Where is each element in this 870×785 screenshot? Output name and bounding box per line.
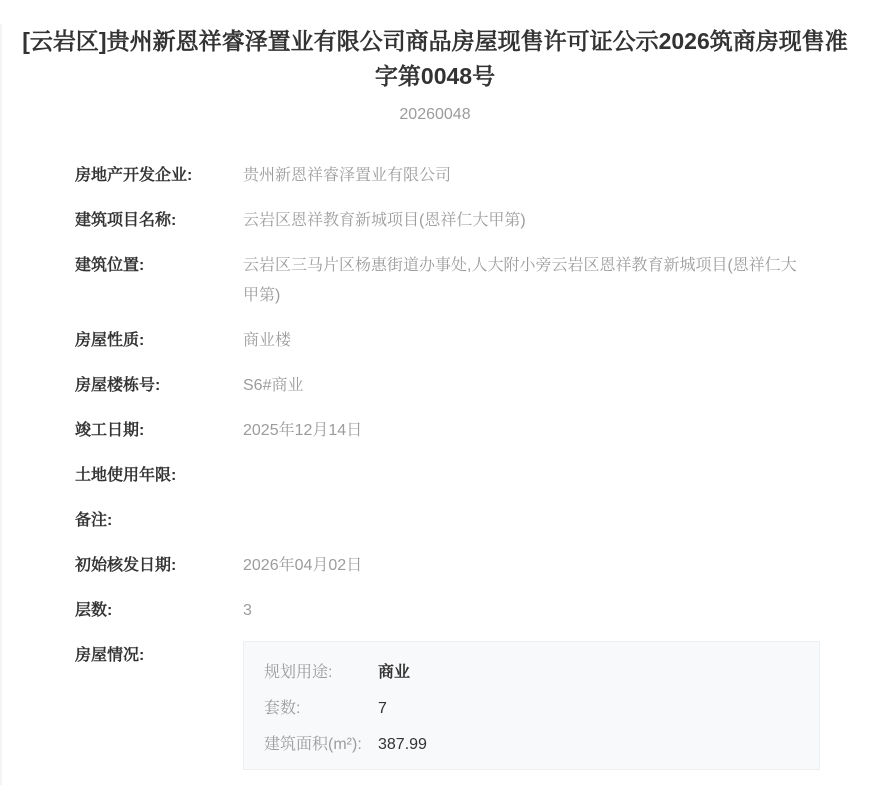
field-row-location [75, 251, 822, 311]
housing-label: 建筑面积(m²): [264, 736, 362, 753]
field-label: 备注: [75, 512, 113, 529]
field-row-building-number [75, 371, 822, 401]
field-value: 云岩区恩祥教育新城项目(恩祥仁大甲第) [243, 212, 526, 229]
page-left-edge [0, 24, 2, 785]
field-label: 初始核发日期: [75, 557, 177, 574]
field-label: 建筑项目名称: [75, 212, 177, 229]
housing-label: 套数: [264, 700, 301, 717]
permit-number: 20260048 [399, 106, 471, 123]
field-value: 云岩区三马片区杨惠街道办事处,人大附小旁云岩区恩祥教育新城项目(恩祥仁大甲第) [243, 257, 797, 304]
field-row-developer [75, 161, 822, 191]
field-row-property-type [75, 326, 822, 356]
field-label: 房屋性质: [75, 332, 145, 349]
housing-row-floor-area [264, 734, 799, 755]
field-label: 房屋楼栋号: [75, 377, 161, 394]
field-label: 建筑位置: [75, 257, 145, 274]
housing-value: 7 [378, 700, 387, 717]
field-label: 房地产开发企业: [75, 167, 193, 184]
field-label: 层数: [75, 602, 113, 619]
field-row-remarks [75, 506, 822, 536]
field-row-project-name [75, 206, 822, 236]
housing-row-unit-count [264, 698, 799, 719]
field-row-floors [75, 596, 822, 626]
field-value: 贵州新恩祥睿泽置业有限公司 [243, 167, 452, 184]
field-row-housing-status [75, 641, 822, 770]
housing-row-planned-use [264, 662, 799, 683]
field-value: 2026年04月02日 [243, 557, 363, 574]
field-label: 房屋情况: [75, 647, 145, 664]
field-row-land-use-term [75, 461, 822, 491]
field-value: 2025年12月14日 [243, 422, 363, 439]
page-title: [云岩区]贵州新恩祥睿泽置业有限公司商品房屋现售许可证公示2026筑商房现售准字第0048号 [22, 28, 848, 89]
field-value: 3 [243, 602, 252, 619]
housing-status-panel [243, 641, 820, 770]
field-row-completion-date [75, 416, 822, 446]
field-value: 商业楼 [243, 332, 292, 349]
housing-value: 387.99 [378, 736, 427, 753]
housing-label: 规划用途: [264, 664, 333, 681]
permit-details-form [0, 161, 870, 770]
field-label: 土地使用年限: [75, 467, 177, 484]
field-row-initial-issue-date [75, 551, 822, 581]
housing-value: 商业 [378, 664, 411, 681]
field-label: 竣工日期: [75, 422, 145, 439]
field-value: S6#商业 [243, 377, 304, 394]
